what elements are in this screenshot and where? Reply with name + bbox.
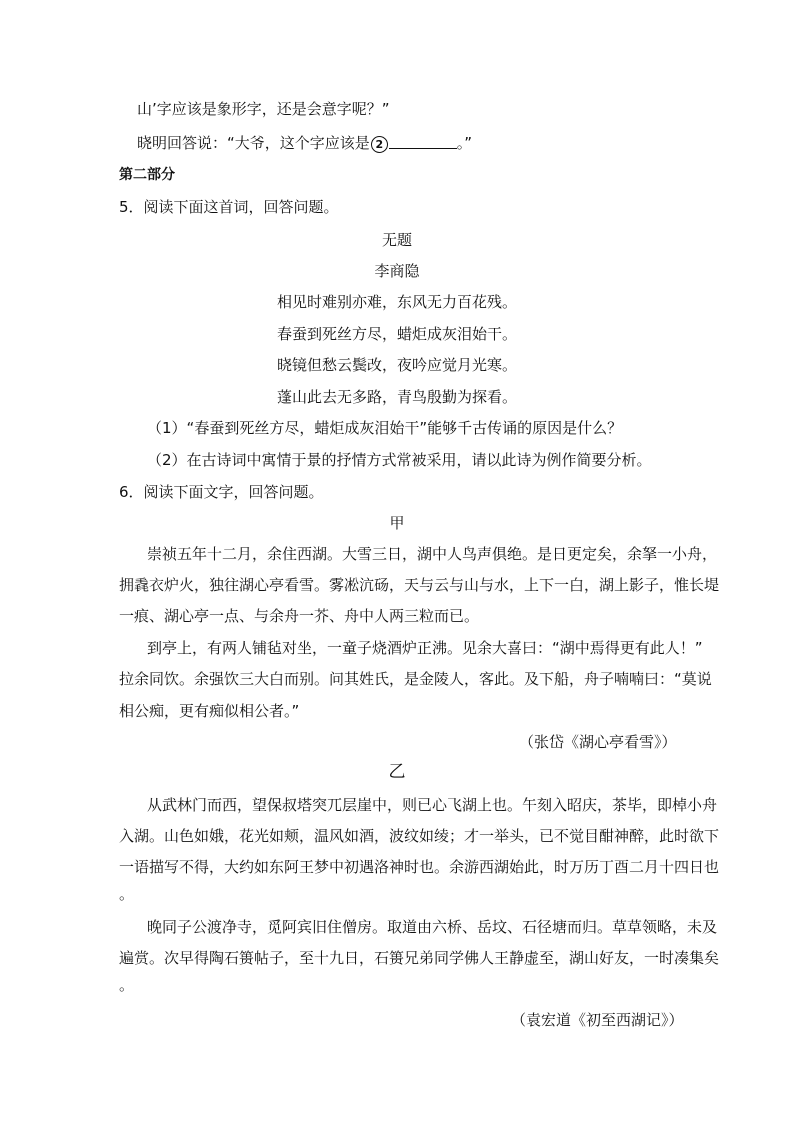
- q6-prompt: 6．阅读下面文字，回答问题。: [119, 483, 324, 501]
- q5-subquestion-1: （1）“春蚕到死丝方尽，蜡炬成灰泪始干”能够千古传诵的原因是什么？: [147, 419, 623, 437]
- passage-yi-line: 遍赏。次早得陶石篑帖子，至十九日，石篑兄弟同学佛人王静虚至，湖山好友，一时凑集矣: [119, 949, 720, 967]
- continuation-line-2: [137, 133, 472, 153]
- passage-yi-title: 乙: [388, 762, 406, 782]
- answer-suffix: 。”: [456, 134, 473, 152]
- passage-yi-line: 。: [119, 976, 135, 994]
- passage-jia-source: （张岱《湖心亭看雪》）: [519, 733, 677, 751]
- passage-yi-line: 一语描写不得，大约如东阿王梦中初遇洛神时也。余游西湖始此，时万历丁酉二月十四日也: [119, 858, 720, 876]
- circled-number-2: 2: [371, 136, 388, 153]
- passage-yi-source: （袁宏道《初至西湖记》）: [511, 1011, 684, 1029]
- passage-jia-line: 到亭上，有两人铺毡对坐，一童子烧酒炉正沸。见余大喜曰：“湖中焉得更有此人！”: [147, 639, 703, 657]
- passage-yi-line: 。: [119, 885, 135, 903]
- poem-line: 蓬山此去无多路，青鸟殷勤为探看。: [276, 388, 517, 406]
- poem-line: 相见时难别亦难，东风无力百花残。: [276, 293, 517, 311]
- passage-jia-line: 拉余同饮。余强饮三大白而别。问其姓氏，是金陵人，客此。及下船，舟子喃喃曰：“莫说: [119, 670, 712, 688]
- passage-jia-line: 相公痴，更有痴似相公者。”: [119, 702, 300, 720]
- section-title: 第二部分: [119, 167, 175, 183]
- continuation-line-1: 山’字应该是象形字，还是会意字呢？”: [137, 100, 390, 118]
- answer-prefix: 晓明回答说：“大爷，这个字应该是: [137, 134, 370, 152]
- q5-subquestion-2: （2）在古诗词中寓情于景的抒情方式常被采用，请以此诗为例作简要分析。: [147, 451, 652, 469]
- poem-title: 无题: [381, 231, 412, 249]
- passage-yi-line: 入湖。山色如娥，花光如颊，温风如酒，波纹如绫；才一举头，已不觉目酣神醉，此时欲下: [119, 827, 720, 845]
- passage-jia-title: 甲: [389, 514, 405, 532]
- passage-yi-line: 从武林门而西，望保叔塔突兀层崖中，则已心飞湖上也。午刻入昭庆，茶毕，即棹小舟: [147, 796, 718, 814]
- passage-yi-line: 晚同子公渡净寺，觅阿宾旧住僧房。取道由六桥、岳坟、石径塘而归。草草领略，未及: [147, 918, 718, 936]
- passage-jia-line: 崇祯五年十二月，余住西湖。大雪三日，湖中人鸟声俱绝。是日更定矣，余拏一小舟，: [147, 545, 718, 563]
- answer-blank: [389, 134, 457, 149]
- q5-prompt: 5．阅读下面这首词，回答问题。: [119, 198, 339, 216]
- poem-author: 李商隐: [374, 262, 420, 280]
- passage-jia-line: 一痕、湖心亭一点、与余舟一芥、舟中人两三粒而已。: [119, 607, 480, 625]
- poem-line: 晓镜但愁云鬓改，夜吟应觉月光寒。: [276, 356, 517, 374]
- passage-jia-line: 拥毳衣炉火，独往湖心亭看雪。雾凇沆砀，天与云与山与水，上下一白，湖上影子，惟长堤: [119, 576, 720, 594]
- poem-line: 春蚕到死丝方尽，蜡炬成灰泪始干。: [276, 325, 517, 343]
